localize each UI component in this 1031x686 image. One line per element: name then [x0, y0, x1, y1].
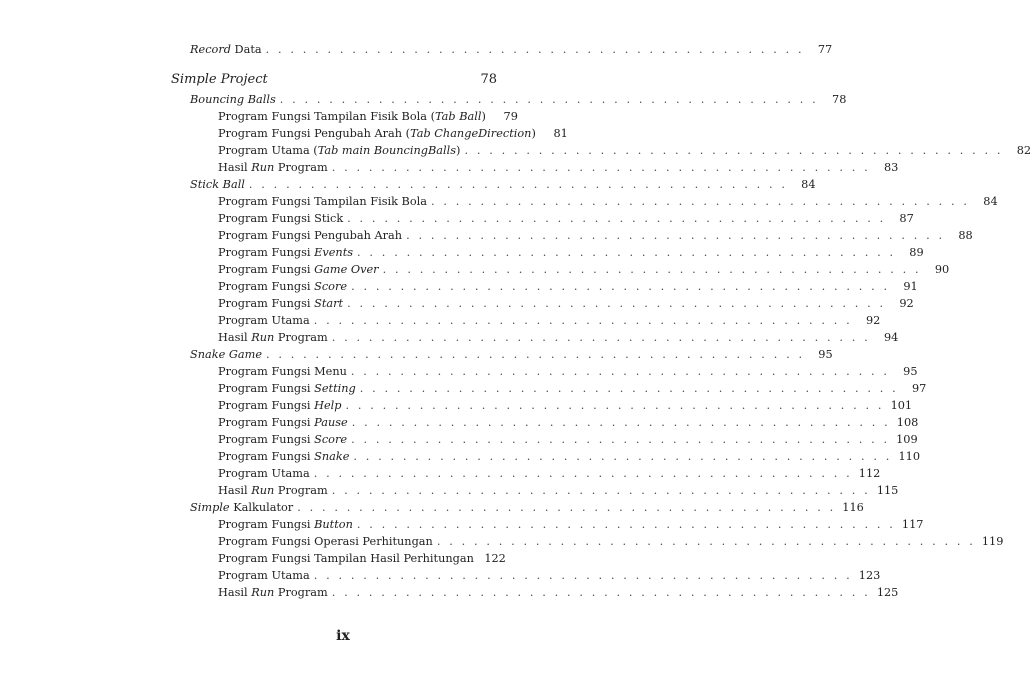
toc-entry-title: [218, 227, 402, 244]
toc-page-number: 97: [911, 382, 927, 395]
toc-leader-dots: . . . . . . . . . . . . . . . . . . . . . . . . . . . . . . . . . . . . . . . . . . . .: [351, 433, 890, 446]
toc-leader-dots: . . . . . . . . . . . . . . . . . . . . . . . . . . . . . . . . . . . . . . . . . . . .: [347, 212, 886, 225]
toc-entry-title-part: Program: [274, 331, 328, 344]
toc-entry-title-part: Hasil: [218, 484, 252, 497]
toc-entry-title: [218, 363, 347, 380]
toc-entry: [218, 244, 924, 261]
toc-entry-title: [218, 244, 353, 261]
toc-entry-title: [218, 210, 343, 227]
toc-page-number: 117: [901, 518, 924, 531]
toc-entry-title-part: Pause: [314, 416, 348, 429]
toc-entry-title: [190, 91, 276, 108]
toc-leader-dots: . . . . . . . . . . . . . . . . . . . . . . . . . . . . . . . . . . . . . . . . . . . .: [279, 93, 819, 106]
toc-entry: [218, 278, 918, 295]
toc-entry-title: [190, 346, 262, 363]
toc-leader-dots: . . . . . . . . . . . . . . . . . . . . . . . . . . . . . . . . . . . . . . . . . . . .: [382, 263, 922, 276]
toc-entry-title: [218, 312, 310, 329]
toc-page-number: 84: [983, 195, 998, 208]
toc-section-heading: [171, 71, 497, 88]
toc-entry-title-part: Program Fungsi: [218, 246, 315, 259]
toc-entry: [218, 261, 950, 278]
toc-entry-title-part: ): [481, 110, 486, 123]
toc-entry: [218, 142, 1031, 159]
toc-entry: [190, 41, 833, 58]
toc-entry-title-part: Game Over: [314, 263, 379, 276]
toc-entry-title: [218, 261, 379, 278]
toc-entry-title-part: Program Fungsi: [218, 518, 315, 531]
toc-entry: [218, 210, 914, 227]
toc-page-number: 77: [817, 43, 833, 56]
toc-entry-title: [218, 516, 353, 533]
toc-entry-title-part: Program Fungsi: [218, 280, 315, 293]
toc-leader-dots: . . . . . . . . . . . . . . . . . . . . . . . . . . . . . . . . . . . . . . . . . . . .: [265, 43, 805, 56]
toc-entry: [218, 159, 899, 176]
toc-leader-dots: . . . . . . . . . . . . . . . . . . . . . . . . . . . . . . . . . . . . . . . . . . . .: [351, 280, 890, 293]
toc-leader-dots: . . . . . . . . . . . . . . . . . . . . . . . . . . . . . . . . . . . . . . . . . . . .: [345, 399, 885, 412]
toc-entry: [218, 533, 1004, 550]
toc-entry-title-part: Program Fungsi: [218, 416, 315, 429]
toc-leader-dots: . . . . . . . . . . . . . . . . . . . . . . . . . . . . . . . . . . . . . . . . . . . .: [313, 314, 853, 327]
toc-page-number: 89: [909, 246, 924, 259]
toc-entry-title-part: Program Fungsi Tampilan Fisik Bola: [218, 195, 428, 208]
toc-entry-title: [218, 193, 427, 210]
toc-entry-title: [190, 499, 293, 516]
toc-entry-title-part: Button: [314, 518, 353, 531]
toc-entry-title-part: Program Fungsi: [218, 382, 315, 395]
toc-entry: [218, 567, 881, 584]
toc-entry-title: [190, 41, 262, 58]
toc-entry-title-part: Program Fungsi Pengubah Arah (: [218, 127, 411, 140]
toc-page-number: 123: [858, 569, 881, 582]
toc-entry-title-part: Simple Project: [171, 72, 268, 87]
toc-page-number: 108: [896, 416, 919, 429]
toc-entry-title-part: Program Fungsi: [218, 297, 315, 310]
toc-entry-title: [218, 329, 328, 346]
toc-entry-title-part: Run: [251, 161, 275, 174]
toc-entry: [218, 482, 899, 499]
toc-page-number: 90: [934, 263, 950, 276]
toc-entry: [218, 108, 518, 125]
page-number: ix: [336, 628, 350, 644]
toc-entry-title: [218, 584, 328, 601]
toc-entry-title-part: Help: [314, 399, 342, 412]
toc-entry: [218, 397, 913, 414]
toc-entry: [218, 363, 918, 380]
toc-entry-title-part: Tab main BouncingBalls: [317, 144, 457, 157]
toc-entry: [218, 448, 921, 465]
toc-page-number: 125: [876, 586, 899, 599]
toc-entry-title-part: Setting: [314, 382, 356, 395]
toc-entry-title: [218, 397, 342, 414]
toc-entry-title-part: Program Utama (: [218, 144, 318, 157]
toc-leader-dots: . . . . . . . . . . . . . . . . . . . . . . . . . . . . . . . . . . . . . . . . . . . .: [266, 348, 805, 361]
toc-page-number: 110: [898, 450, 921, 463]
toc-entry-title-part: Run: [251, 484, 275, 497]
toc-entry-title-part: Tab Ball: [435, 110, 482, 123]
toc-page-number: 79: [503, 110, 518, 123]
toc-entry-title-part: Score: [314, 280, 348, 293]
toc-entry-title-part: Program Fungsi Operasi Perhitungan: [218, 535, 433, 548]
toc-page-number: 116: [842, 501, 864, 514]
toc-entry-title-part: Hasil: [218, 586, 252, 599]
toc-entry: [218, 550, 506, 567]
toc-page-number: 78: [832, 93, 847, 106]
toc-entry-title-part: Program Fungsi Tampilan Fisik Bola (: [218, 110, 436, 123]
toc-page-number: 92: [865, 314, 881, 327]
toc-entry-title-part: Program Utama: [218, 467, 310, 480]
toc-page-number: 101: [890, 399, 913, 412]
toc-entry-title-part: Data: [230, 43, 262, 56]
toc-entry-title-part: Simple: [190, 501, 230, 514]
toc-entry: [190, 91, 847, 108]
toc-leader-dots: . . . . . . . . . . . . . . . . . . . . . . . . . . . . . . . . . . . . . . . . . . . .: [331, 161, 871, 174]
toc-entry-title: [218, 278, 347, 295]
toc-page-number: 95: [903, 365, 918, 378]
toc-entry-title: [218, 414, 348, 431]
toc-page-number: 115: [876, 484, 899, 497]
toc-leader-dots: . . . . . . . . . . . . . . . . . . . . . . . . . . . . . . . . . . . . . . . . . . . .: [297, 501, 836, 514]
toc-entry-title-part: Program Fungsi: [218, 263, 315, 276]
toc-entry: [190, 346, 833, 363]
toc-entry-title: [190, 176, 245, 193]
toc-entry-title: [218, 295, 343, 312]
toc-entry-title: [171, 71, 268, 88]
toc-entry-title-part: Program Utama: [218, 569, 310, 582]
toc-leader-dots: . . . . . . . . . . . . . . . . . . . . . . . . . . . . . . . . . . . . . . . . . . . .: [248, 178, 788, 191]
toc-entry-title-part: Run: [251, 586, 275, 599]
toc-page-number: 95: [818, 348, 833, 361]
toc-entry-title-part: Kalkulator: [229, 501, 294, 514]
toc-leader-dots: . . . . . . . . . . . . . . . . . . . . . . . . . . . . . . . . . . . . . . . . . . . .: [331, 586, 871, 599]
toc-entry-title-part: Snake Game: [190, 348, 263, 361]
toc-entry-title-part: Stick Ball: [190, 178, 245, 191]
toc-entry-title: [218, 482, 328, 499]
toc-entry-title: [218, 448, 349, 465]
toc-entry-title-part: ): [531, 127, 536, 140]
toc-leader-dots: . . . . . . . . . . . . . . . . . . . . . . . . . . . . . . . . . . . . . . . . . . . .: [436, 535, 976, 548]
toc-entry-title-part: Program Fungsi Stick: [218, 212, 344, 225]
toc-entry-title: [218, 108, 486, 125]
toc-entry-title-part: Program Fungsi: [218, 433, 315, 446]
toc-leader-dots: . . . . . . . . . . . . . . . . . . . . . . . . . . . . . . . . . . . . . . . . . . . .: [331, 484, 871, 497]
toc-entry: [218, 431, 918, 448]
toc-leader-dots: . . . . . . . . . . . . . . . . . . . . . . . . . . . . . . . . . . . . . . . . . . . .: [353, 450, 893, 463]
toc-entry-title-part: Program: [274, 484, 328, 497]
toc-leader-dots: . . . . . . . . . . . . . . . . . . . . . . . . . . . . . . . . . . . . . . . . . . . .: [406, 229, 945, 242]
toc-leader-dots: . . . . . . . . . . . . . . . . . . . . . . . . . . . . . . . . . . . . . . . . . . . .: [350, 365, 890, 378]
toc-entry-title-part: Program: [274, 586, 328, 599]
toc-entry: [218, 516, 924, 533]
toc-entry-title-part: Tab ChangeDirection: [410, 127, 532, 140]
toc-entry: [218, 125, 568, 142]
toc-entry-title-part: Hasil: [218, 161, 252, 174]
toc-entry-title-part: Bouncing Balls: [190, 93, 276, 106]
toc-entry-title-part: Program: [274, 161, 328, 174]
toc-entry-title: [218, 125, 536, 142]
toc-page-number: 92: [899, 297, 914, 310]
toc-page-number: 88: [958, 229, 973, 242]
toc-entry-title-part: Program Fungsi Pengubah Arah: [218, 229, 403, 242]
toc-page-number: 94: [884, 331, 899, 344]
toc-leader-dots: . . . . . . . . . . . . . . . . . . . . . . . . . . . . . . . . . . . . . . . . . . . .: [356, 518, 896, 531]
toc-page-number: 78: [480, 72, 497, 87]
toc-entry: [218, 193, 998, 210]
toc-leader-dots: . . . . . . . . . . . . . . . . . . . . . . . . . . . . . . . . . . . . . . . . . . . .: [431, 195, 970, 208]
toc-page-number: 87: [899, 212, 914, 225]
toc-page-number: 83: [884, 161, 899, 174]
toc-leader-dots: . . . . . . . . . . . . . . . . . . . . . . . . . . . . . . . . . . . . . . . . . . . .: [464, 144, 1004, 157]
toc-entry-title: [218, 431, 347, 448]
toc-leader-dots: . . . . . . . . . . . . . . . . . . . . . . . . . . . . . . . . . . . . . . . . . . . .: [313, 569, 853, 582]
toc-entry: [218, 312, 881, 329]
toc-leader-dots: . . . . . . . . . . . . . . . . . . . . . . . . . . . . . . . . . . . . . . . . . . . .: [359, 382, 899, 395]
toc-entry-title-part: Run: [251, 331, 275, 344]
toc-page-number: 81: [553, 127, 568, 140]
toc-entry-title: [218, 465, 310, 482]
toc-entry-title-part: Record: [190, 43, 231, 56]
toc-leader-dots: . . . . . . . . . . . . . . . . . . . . . . . . . . . . . . . . . . . . . . . . . . . .: [313, 467, 853, 480]
toc-entry-title: [218, 159, 328, 176]
toc-entry-title: [218, 380, 356, 397]
toc-entry-title-part: Score: [314, 433, 348, 446]
toc-entry: [218, 465, 881, 482]
toc-leader-dots: . . . . . . . . . . . . . . . . . . . . . . . . . . . . . . . . . . . . . . . . . . . .: [357, 246, 896, 259]
toc-entry-title-part: Start: [314, 297, 344, 310]
toc-leader-dots: . . . . . . . . . . . . . . . . . . . . . . . . . . . . . . . . . . . . . . . . . . . .: [347, 297, 886, 310]
toc-page-number: 84: [801, 178, 816, 191]
toc-entry-title: [218, 142, 460, 159]
toc-page-number: 109: [896, 433, 918, 446]
toc-entry-title-part: ): [456, 144, 461, 157]
toc-entry: [218, 414, 919, 431]
toc-entry: [190, 176, 816, 193]
toc-entry-title-part: Program Fungsi Menu: [218, 365, 347, 378]
toc-entry-title: [218, 567, 310, 584]
toc-entry-title: [218, 550, 474, 567]
toc-page-number: 119: [981, 535, 1004, 548]
toc-entry: [218, 380, 927, 397]
toc-entry: [218, 329, 899, 346]
toc-entry-title-part: Program Utama: [218, 314, 310, 327]
toc-page-number: 122: [484, 552, 506, 565]
toc-entry-title-part: Program Fungsi: [218, 450, 315, 463]
toc-entry-title: [218, 533, 433, 550]
toc-page-number: 91: [903, 280, 918, 293]
toc-entry: [218, 227, 973, 244]
toc-entry: [190, 499, 864, 516]
toc-entry: [218, 584, 899, 601]
toc-entry-title-part: Program Fungsi Tampilan Hasil Perhitungan: [218, 552, 474, 565]
toc-leader-dots: . . . . . . . . . . . . . . . . . . . . . . . . . . . . . . . . . . . . . . . . . . . .: [351, 416, 891, 429]
toc-page-number: 112: [858, 467, 881, 480]
toc-entry-title-part: Hasil: [218, 331, 252, 344]
toc-entry-title-part: Events: [314, 246, 354, 259]
toc-page-number: 82: [1016, 144, 1031, 157]
toc-leader-dots: . . . . . . . . . . . . . . . . . . . . . . . . . . . . . . . . . . . . . . . . . . . .: [331, 331, 871, 344]
toc-entry-title-part: Snake: [314, 450, 350, 463]
toc-entry-title-part: Program Fungsi: [218, 399, 315, 412]
toc-entry: [218, 295, 914, 312]
